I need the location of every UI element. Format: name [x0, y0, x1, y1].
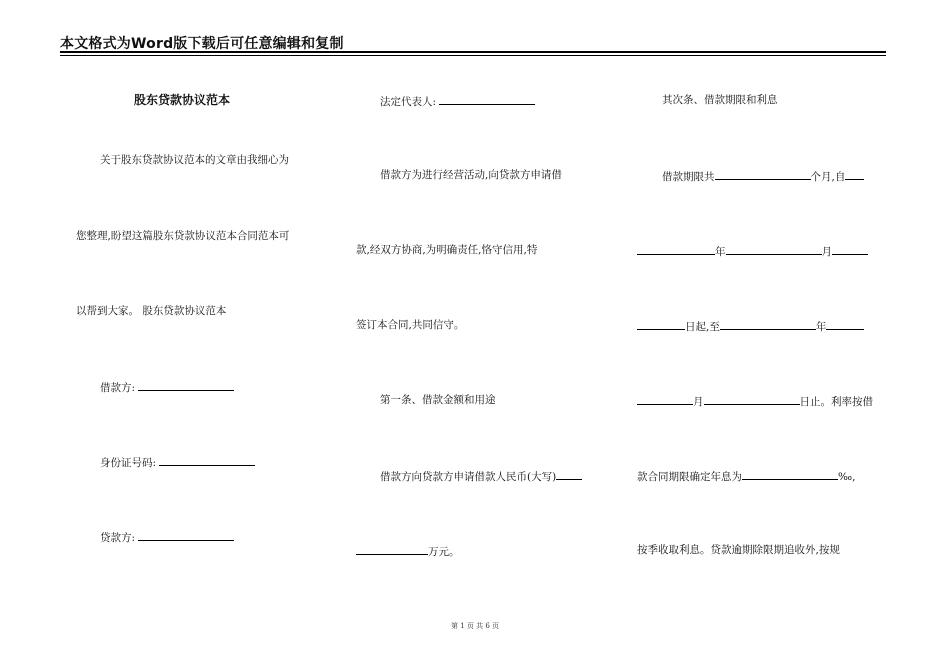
month-label-1: 月 [821, 246, 832, 258]
legal-rep-field [380, 93, 616, 109]
preamble-line-1: 借款方为进行经营活动,向贷款方申请借 [380, 169, 562, 181]
loan-amount-label: 借款方向贷款方申请借款人民币(大写) [380, 471, 557, 483]
borrower-blank [138, 379, 234, 391]
end-month-blank [826, 318, 864, 330]
until-label: 日起,至 [685, 321, 720, 333]
year-label-2: 年 [815, 321, 827, 333]
months-blank [715, 168, 811, 180]
permille-label: ‰, [838, 471, 856, 483]
start-blank [845, 168, 864, 180]
intro-line-2: 您整理,盼望这篇股东贷款协议范本合同范本可 [76, 230, 290, 242]
lender-field [100, 529, 336, 545]
term-line-1 [662, 168, 897, 184]
intro-line-3: 以帮到大家。 股东贷款协议范本 [76, 305, 227, 317]
months-label: 个月,自 [810, 171, 846, 183]
article-2-title: 其次条、借款期限和利息 [662, 94, 778, 106]
end-month-blank-2 [637, 393, 693, 405]
annual-rate-blank [742, 468, 838, 480]
start-month-blank [726, 243, 822, 255]
header-title: 本文格式为Word版下载后可任意编辑和复制 [60, 36, 344, 52]
term-line-3 [637, 318, 897, 334]
column-3 [637, 0, 897, 672]
lender-blank [138, 529, 234, 541]
interest-intro: 日止。利率按借 [799, 396, 873, 408]
start-year-blank [637, 243, 715, 255]
doc-title: 股东贷款协议范本 [134, 93, 231, 107]
article-1-line-2 [356, 543, 616, 559]
page-footer: 第 1 页 共 6 页 [450, 622, 500, 630]
id-number-blank [159, 454, 255, 466]
term-line-4 [637, 393, 897, 409]
end-day-blank [704, 393, 800, 405]
loan-amount-blank-2 [356, 543, 428, 555]
intro-line-1: 关于股东贷款协议范本的文章由我细心为 [100, 154, 289, 166]
term-label: 借款期限共 [662, 171, 715, 183]
annual-rate-label: 款合同期限确定年息为 [637, 471, 742, 483]
preamble-line-2: 款,经双方协商,为明确责任,恪守信用,特 [356, 244, 538, 256]
year-label-1: 年 [715, 246, 726, 258]
legal-rep-label: 法定代表人: [380, 96, 437, 108]
column-1 [76, 0, 336, 672]
article-1-title: 第一条、借款金额和用途 [380, 394, 496, 406]
preamble-line-3: 签订本合同,共同信守。 [356, 319, 465, 331]
end-year-blank [720, 318, 816, 330]
lender-label: 贷款方: [100, 532, 136, 544]
id-number-field [100, 454, 336, 470]
column-2 [356, 0, 616, 672]
wan-yuan-label: 万元。 [428, 546, 460, 558]
term-line-6: 按季收取利息。贷款逾期除限期追收外,按规 [637, 544, 840, 556]
start-day-blank [832, 243, 868, 255]
term-line-5 [637, 468, 897, 484]
id-number-label: 身份证号码: [100, 457, 157, 469]
borrower-field [100, 379, 336, 395]
start-day-blank-2 [637, 318, 685, 330]
borrower-label: 借款方: [100, 382, 136, 394]
loan-amount-blank [556, 468, 582, 480]
legal-rep-blank [439, 93, 535, 105]
month-label-2: 月 [693, 396, 704, 408]
term-line-2 [637, 243, 897, 259]
article-1-line-1 [380, 468, 616, 484]
